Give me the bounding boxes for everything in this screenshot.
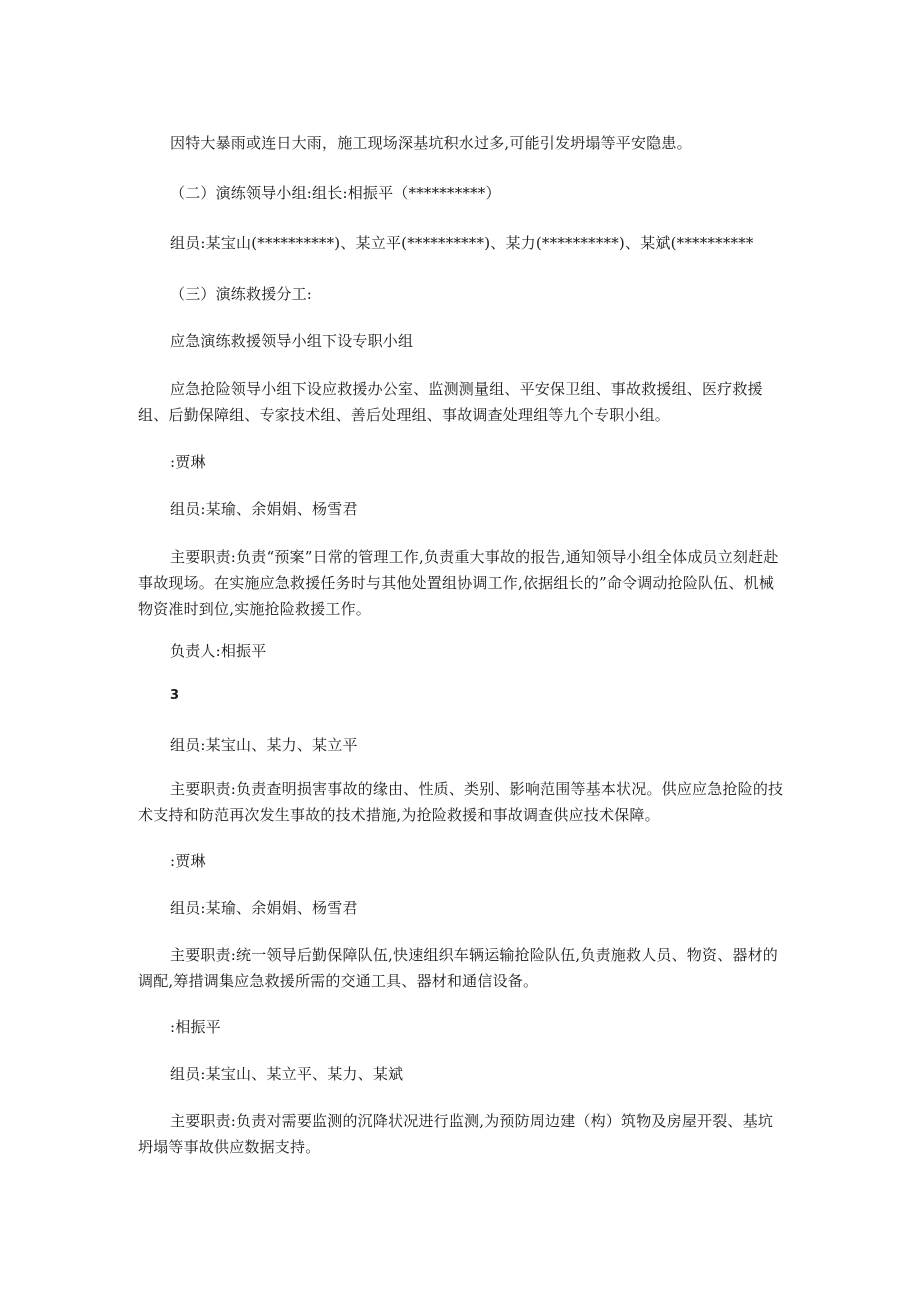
paragraph-members-1: 组员:某瑜、余娟娟、杨雪君 xyxy=(170,500,358,518)
paragraph-members-4: 组员:某宝山、某立平、某力、某斌 xyxy=(170,1065,404,1083)
paragraph-subgroups-list: 应急抢险领导小组下设应救援办公室、监测测量组、平安保卫组、事故救援组、医疗救援组、后勤保障组、专家技术组、善后处理组、事故调查处理组等九个专职小组。 xyxy=(138,380,763,424)
paragraph-subgroups-intro: 应急演练救援领导小组下设专职小组 xyxy=(170,332,414,350)
paragraph-members-2: 组员:某宝山、某力、某立平 xyxy=(170,736,358,754)
paragraph-duties-monitoring: 主要职责:负责对需要监测的沉降状况进行监测,为预防周边建（构）筑物及房屋开裂、基坑坍塌等事故供应数据支持。 xyxy=(138,1112,774,1156)
paragraph-duties-technical: 主要职责:负责查明损害事故的缘由、性质、类别、影响范围等基本状况。供应应急抢险的技术支持和防范再次发生事故的技术措施,为抢险救援和事故调查供应技术保障。 xyxy=(138,780,784,824)
paragraph-duties-office: 主要职责:负责“预案”日常的管理工作,负责重大事故的报告,通知领导小组全体成员立刻赶赴事故现场。在实施应急救援任务时与其他处置组协调工作,依据组长的”命令调动抢险队伍、机械物资准时到位,实施抢险救援工作。 xyxy=(138,548,779,618)
paragraph-leadership-group: （二）演练领导小组:组长:相振平（**********） xyxy=(170,184,501,202)
paragraph-rescue-division-heading: （三）演练救援分工: xyxy=(170,285,313,303)
paragraph-leader-xiang: :相振平 xyxy=(170,1018,221,1036)
paragraph-responsible-person: 负责人:相振平 xyxy=(170,642,267,660)
paragraph-duties-logistics: 主要职责:统一领导后勤保障队伍,快速组织车辆运输抢险队伍,负责施救人员、物资、器材的调配,筹措调集应急救援所需的交通工具、器材和通信设备。 xyxy=(138,946,778,990)
paragraph-risk-statement: 因特大暴雨或连日大雨，施工现场深基坑积水过多,可能引发坍塌等平安隐患。 xyxy=(170,134,692,152)
paragraph-members-3: 组员:某瑜、余娟娟、杨雪君 xyxy=(170,899,358,917)
paragraph-group-members: 组员:某宝山(**********)、某立平(**********)、某力(**********)、某斌(********** xyxy=(170,234,754,252)
paragraph-leader-jia-lin-2: :贾琳 xyxy=(170,852,206,870)
page-number: 3 xyxy=(170,688,180,703)
paragraph-leader-jia-lin-1: :贾琳 xyxy=(170,453,206,471)
